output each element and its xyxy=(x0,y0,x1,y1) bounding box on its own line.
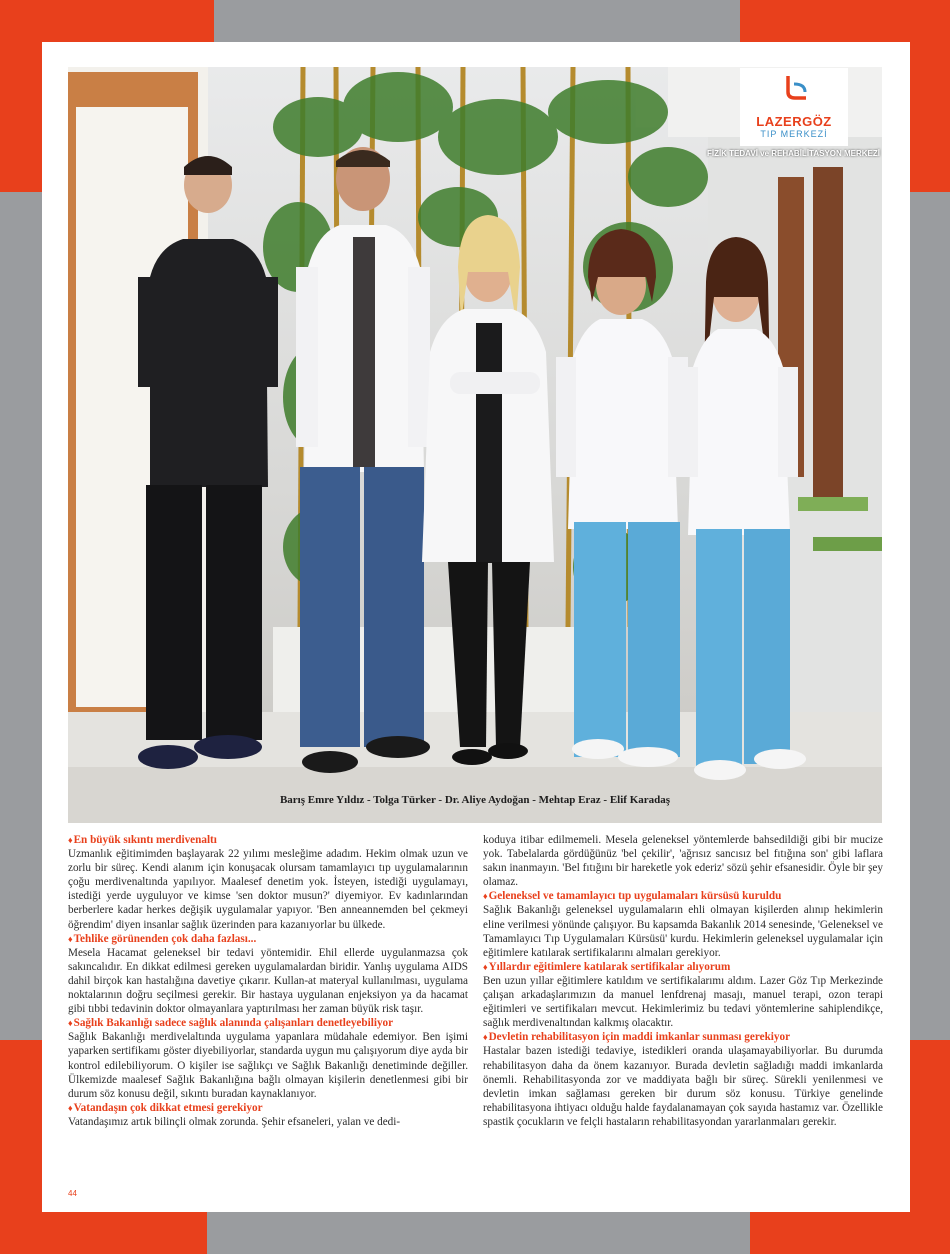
bullet-icon: ♦ xyxy=(68,1018,73,1029)
paragraph: Ben uzun yıllar eğitimlere katıldım ve sertifikalarımı aldım. Lazer Göz Tıp Merkezinde çalışan arkadaşlarımızın da manuel lenfdrenaj masajı, manuel terapi, ozon terapi eğitimleri ve sertifikaları mevcut. Hekimlerimiz bu tedavi yöntemlerine sahiplendikçe, sağlık merdivenaltından kalkmış olacaktır. xyxy=(483,974,883,1030)
paragraph: Sağlık Bakanlığı merdivelaltında uygulama yapanlara müdahale edemiyor. Ben işimi yaparken sertifikamı göster diyebiliyorlar, standarda uygun mu çalışıyorum diye ayda bir kontrol edilebiliyorum. O kişiler ise sağlıkçı ve Sağlık Bakanlığı denetiminde değiller. Ülkemizde maalesef Sağlık Bakanlığına bağlı olmayan kişilerin denetlenmesi gibi bir durum söz konusu değil, sıkıntı buradan kaynaklanıyor. xyxy=(68,1031,468,1100)
section-heading-text: Tehlike görünenden çok daha fazlası... xyxy=(73,932,257,945)
section-heading-text: Sağlık Bakanlığı sadece sağlık alanında çalışanları denetleyebiliyor xyxy=(73,1017,394,1030)
page-number: 44 xyxy=(68,1189,77,1198)
paragraph: Sağlık Bakanlığı geleneksel uygulamaların ehli olmayan kişilerden alınıp hekimlerin eline verilmesi yönünde çalışıyor. Bu kapsamda Bakanlık 2014 senesinde, 'Geleneksel ve Tamamlayıcı Tıp Uygulamaları Kürsüsü' kurdu. Hekimlerin geleneksel uygulamalar için eğitimlere katılarak sertifikalarını almaları gerekiyor. xyxy=(483,904,883,959)
corner-top-left-side xyxy=(0,0,42,192)
brand-tagline: FİZİK TEDAVİ ve REHABİLİTASYON MERKEZİ xyxy=(706,149,880,158)
section-heading-text: En büyük sıkıntı merdivenaltı xyxy=(73,834,217,846)
bullet-icon: ♦ xyxy=(68,835,73,845)
paragraph: Hastalar bazen istediği tedaviye, istedikleri oranda ulaşamayabiliyorlar. Bu durumda rehabilitasyon daha da önem kazanıyor. Burada devletin sağladığı maddi imkanlarda önemli. Rehabilitasyonda zor ve maddiyata bağlı bir süreç. Sürekli yenilenmesi ve devletin imkan sağlaması gereken bir durum söz konusu. Türkiye genelinde rehabilitasyona ihtiyacı olduğu halde faydalanamayan çok sayıda hastamız var. Özellikle spastik çocukların ve felçli hastaların rehabilitasyondan yararlanmaları gerekir. xyxy=(483,1045,883,1128)
section-heading-text: Devletin rehabilitasyon için maddi imkanlar sunması gerekiyor xyxy=(488,1031,791,1044)
section-heading-text: Geleneksel ve tamamlayıcı tıp uygulamaları kürsüsü kuruldu xyxy=(488,890,782,903)
paragraph: Mesela Hacamat geleneksel bir tedavi yöntemidir. Ehil ellerde uygulanmazsa çok sakıncalıdır. En dikkat edilmesi gereken uygulamalardan biridir. Yanlış uygulama AIDS dahil birçok kan hastalığına davetiye çıkarır. Kullan-at materyal kullanılması, uygulama noktalarının doğru seçilmesi gerekir. Bir hastaya uygulanan enjeksiyon ya da hacamat gibi tıbbi tedavinin doktor olmayanlara yaptırılması her zaman büyük risk taşır. xyxy=(68,946,468,1016)
bullet-icon: ♦ xyxy=(68,933,73,944)
section-heading xyxy=(68,932,468,946)
paragraph: koduya itibar edilmemeli. Mesela geleneksel yöntemlerde bahsedildiği gibi bir mucize yok. Tabelalarda gördüğünüz 'bel çekilir', 'ağrısız sancısız bel fıtığına son' gibi laflara sakın inanmayın. 'Bel fıtığını bir hareketle yok ederiz' sözü şehir efsanesidir. Öyle bir şey olamaz. xyxy=(483,834,883,889)
section-heading xyxy=(483,960,883,974)
corner-top-right-side xyxy=(910,0,950,192)
paragraph: Uzmanlık eğitimimden başlayarak 22 yılımı mesleğime adadım. Hekim olmak uzun ve zorlu bir süreç. Kendi alanım için konuşacak olursam tamamlayıcı tıp uygulamalarının çoğu merdivenaltında yapılıyor. Maalesef denetim yok. İsteyen, istediği uygulamayı, istediği yerde uyguluyor ve kimse 'sen doktor musun?' diyemiyor. Ev kadınlarından berberlere kadar herkes değişik uygulamalar yapıyor. 'Ben anneannemden bel çekmeyi öğrendim' diyen insanlar sağlık üzerinden para kazanıyorlar bu ülkede. xyxy=(68,848,468,931)
brand-subtitle: TIP MERKEZİ xyxy=(760,129,828,139)
photo-caption: Barış Emre Yıldız - Tolga Türker - Dr. Aliye Aydoğan - Mehtap Eraz - Elif Karadaş xyxy=(279,794,671,806)
paragraph: Vatandaşımız artık bilinçli olmak zorunda. Şehir efsaneleri, yalan ve dedi- xyxy=(68,1115,401,1128)
section-heading xyxy=(483,1030,883,1044)
team-photo-illustration xyxy=(68,67,882,823)
article-column-right xyxy=(483,833,883,1129)
brand-logo xyxy=(740,68,848,146)
section-heading xyxy=(68,1016,468,1030)
section-heading-text: Yıllardır eğitimlere katılarak sertifikalar alıyorum xyxy=(488,960,731,973)
bullet-icon: ♦ xyxy=(68,1102,73,1113)
article-column-left xyxy=(68,833,468,1129)
brand-name: LAZERGÖZ xyxy=(756,114,832,129)
bullet-icon: ♦ xyxy=(483,891,488,902)
section-heading-text: Vatandaşın çok dikkat etmesi gerekiyor xyxy=(73,1101,263,1114)
team-photo xyxy=(68,67,882,823)
corner-bottom-left-side xyxy=(0,1040,42,1254)
corner-bottom-right-side xyxy=(910,1040,950,1254)
section-heading xyxy=(483,889,883,903)
section-heading xyxy=(68,1101,468,1115)
bullet-icon: ♦ xyxy=(483,961,488,972)
lazergoz-logo-icon xyxy=(780,74,810,102)
section-heading xyxy=(68,833,468,847)
bullet-icon: ♦ xyxy=(483,1032,488,1043)
